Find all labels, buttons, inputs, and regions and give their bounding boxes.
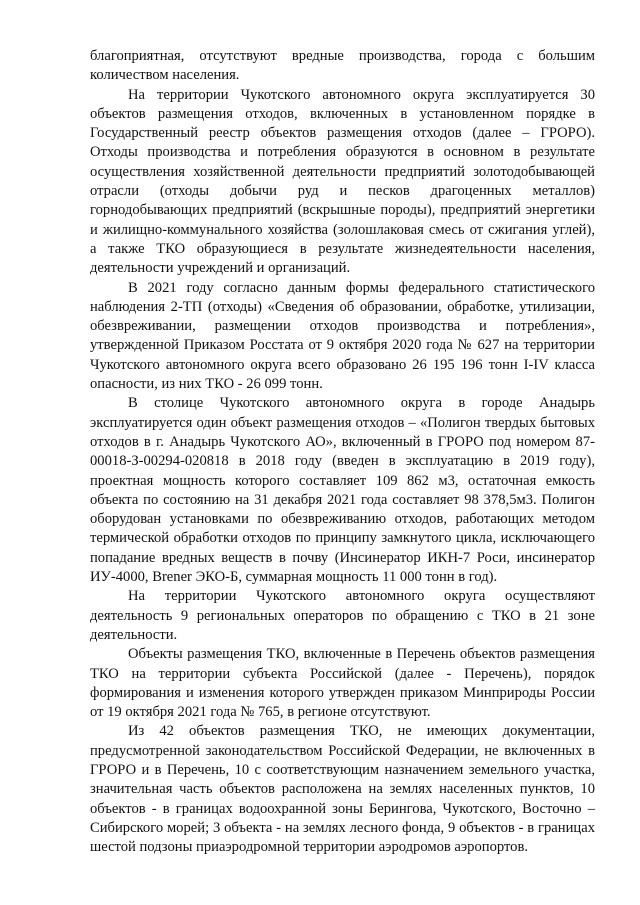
document-body bbox=[90, 47, 595, 857]
paragraph-anadyr-landfill: В столице Чукотского автономного округа в городе Анадырь эксплуатируется один объект размещения отходов – «Полигон твердых бытовых отходов в г. Анадырь Чукотского АО», включенный в ГРОРО под номером 87-00018-З-00294-020818 в 2018 году (введен в эксплуатацию в 2019 году), проектная мощность которого составляет 109 862 м3, остаточная емкость объекта по состоянию на 31 декабря 2021 года составляет 98 378,5м3. Полигон оборудован установками по обезвреживанию отходов, работающих методом термической обработки отходов по принципу замкнутого цикла, исключающего попадание вредных веществ в почву (Инсинератор ИКН-7 Роси, инсинератор ИУ-4000, Brener ЭКО-Б, суммарная мощность 11 000 тонн в год). bbox=[90, 395, 595, 586]
paragraph-tko-list: Объекты размещения ТКО, включенные в Перечень объектов размещения ТКО на территории субъекта Российской (далее - Перечень), порядок формирования и изменения которого утвержден приказом Минприроды России от 19 октября 2021 года № 765, в регионе отсутствуют. bbox=[90, 646, 595, 721]
paragraph-waste-facilities-overview: На территории Чукотского автономного округа эксплуатируется 30 объектов размещения отходов, включенных в установленном порядке в Государственный реестр объектов размещения отходов (далее – ГРОРО). Отходы производства и потребления образуются в основном в результате осуществления хозяйственной деятельности предприятий золотодобывающей отрасли (отходы добычи руд и песков драгоценных металлов) горнодобывающих предприятий (вскрышные породы), предприятий энергетики и жилищно-коммунального хозяйства (золошлаковая смесь от сжигания углей), а также ТКО образующиеся в результате жизнедеятельности населения, деятельности учреждений и организаций. bbox=[90, 86, 595, 277]
paragraph-continuation: благоприятная, отсутствуют вредные производства, города с большим количеством населения. bbox=[90, 48, 595, 84]
paragraph-undocumented-sites: Из 42 объектов размещения ТКО, не имеющих документации, предусмотренной законодательством Российской Федерации, не включенных в ГРОРО и в Перечень, 10 с соответствующим назначением земельного участка, значительная часть объектов расположена на землях населенных пунктов, 10 объектов - в границах водоохранной зоны Берингова, Чукотского, Восточно – Сибирского морей; 3 объекта - на землях лесного фонда, 9 объектов - в границах шестой подзоны приаэродромной территории аэродромов аэропортов. bbox=[90, 723, 595, 856]
paragraph-regional-operators: На территории Чукотского автономного округа осуществляют деятельность 9 региональных операторов по обращению с ТКО в 21 зоне деятельности. bbox=[90, 588, 595, 643]
paragraph-waste-statistics-2021: В 2021 году согласно данным формы федерального статистического наблюдения 2-ТП (отходы) «Сведения об образовании, обработке, утилизации, обезвреживании, размещении отходов производства и потребления», утвержденной Приказом Росстата от 9 октября 2020 года № 627 на территории Чукотского автономного округа всего образовано 26 195 196 тонн I-IV класса опасности, из них ТКО - 26 099 тонн. bbox=[90, 279, 595, 393]
